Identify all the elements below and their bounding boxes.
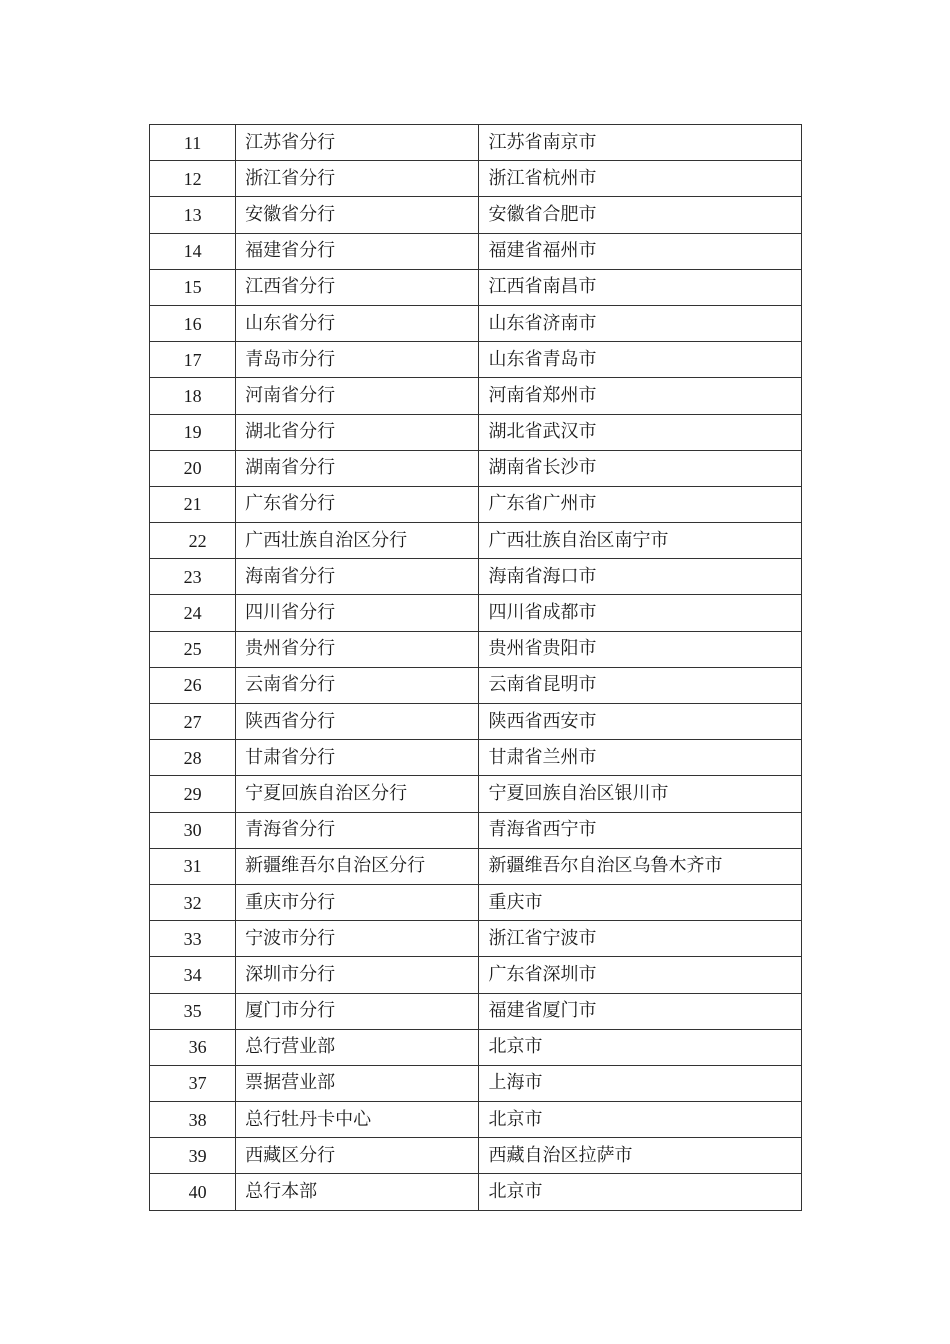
branch-location-cell: 广西壮族自治区南宁市 (479, 523, 802, 559)
branch-location-cell: 福建省厦门市 (479, 993, 802, 1029)
branch-location-cell: 北京市 (479, 1102, 802, 1138)
row-number-cell: 33 (150, 921, 236, 957)
row-number-cell: 39 (150, 1138, 236, 1174)
branch-location-table (149, 124, 802, 1211)
row-number-cell: 27 (150, 704, 236, 740)
table-row (150, 848, 802, 884)
branch-location-cell: 福建省福州市 (479, 233, 802, 269)
row-number-cell: 23 (150, 559, 236, 595)
table-row (150, 486, 802, 522)
table-row (150, 921, 802, 957)
branch-location-cell: 甘肃省兰州市 (479, 740, 802, 776)
row-number-cell: 20 (150, 450, 236, 486)
row-number-cell: 16 (150, 305, 236, 341)
branch-location-cell: 西藏自治区拉萨市 (479, 1138, 802, 1174)
branch-name-cell: 陕西省分行 (236, 704, 479, 740)
row-number-cell: 18 (150, 378, 236, 414)
branch-location-cell: 广东省广州市 (479, 486, 802, 522)
branch-name-cell: 总行营业部 (236, 1029, 479, 1065)
branch-name-cell: 江苏省分行 (236, 125, 479, 161)
row-number-cell: 32 (150, 884, 236, 920)
branch-location-cell: 青海省西宁市 (479, 812, 802, 848)
table-row (150, 450, 802, 486)
table-row (150, 523, 802, 559)
row-number-cell: 28 (150, 740, 236, 776)
branch-name-cell: 广东省分行 (236, 486, 479, 522)
table-row (150, 1138, 802, 1174)
table-row (150, 559, 802, 595)
row-number-cell: 38 (150, 1102, 236, 1138)
branch-name-cell: 重庆市分行 (236, 884, 479, 920)
branch-name-cell: 河南省分行 (236, 378, 479, 414)
table-row (150, 884, 802, 920)
row-number-cell: 25 (150, 631, 236, 667)
table-row (150, 414, 802, 450)
table-row (150, 776, 802, 812)
row-number-cell: 35 (150, 993, 236, 1029)
branch-location-cell: 河南省郑州市 (479, 378, 802, 414)
branch-location-cell: 四川省成都市 (479, 595, 802, 631)
row-number-cell: 29 (150, 776, 236, 812)
branch-location-cell: 江西省南昌市 (479, 269, 802, 305)
branch-name-cell: 湖北省分行 (236, 414, 479, 450)
table-row (150, 812, 802, 848)
row-number-cell: 11 (150, 125, 236, 161)
table-row (150, 704, 802, 740)
row-number-cell: 15 (150, 269, 236, 305)
branch-name-cell: 青海省分行 (236, 812, 479, 848)
branch-name-cell: 宁波市分行 (236, 921, 479, 957)
table-row (150, 378, 802, 414)
row-number-cell: 22 (150, 523, 236, 559)
branch-location-cell: 山东省济南市 (479, 305, 802, 341)
branch-name-cell: 票据营业部 (236, 1065, 479, 1101)
branch-location-cell: 湖南省长沙市 (479, 450, 802, 486)
branch-name-cell: 浙江省分行 (236, 161, 479, 197)
branch-location-cell: 云南省昆明市 (479, 667, 802, 703)
branch-name-cell: 山东省分行 (236, 305, 479, 341)
table-row (150, 667, 802, 703)
branch-location-cell: 浙江省宁波市 (479, 921, 802, 957)
row-number-cell: 40 (150, 1174, 236, 1210)
row-number-cell: 26 (150, 667, 236, 703)
branch-name-cell: 安徽省分行 (236, 197, 479, 233)
branch-name-cell: 海南省分行 (236, 559, 479, 595)
branch-name-cell: 新疆维吾尔自治区分行 (236, 848, 479, 884)
branch-name-cell: 江西省分行 (236, 269, 479, 305)
branch-name-cell: 甘肃省分行 (236, 740, 479, 776)
row-number-cell: 17 (150, 342, 236, 378)
branch-location-cell: 湖北省武汉市 (479, 414, 802, 450)
table-row (150, 161, 802, 197)
row-number-cell: 37 (150, 1065, 236, 1101)
row-number-cell: 34 (150, 957, 236, 993)
table-row (150, 1029, 802, 1065)
branch-name-cell: 福建省分行 (236, 233, 479, 269)
branch-location-cell: 广东省深圳市 (479, 957, 802, 993)
branch-name-cell: 总行牡丹卡中心 (236, 1102, 479, 1138)
branch-name-cell: 四川省分行 (236, 595, 479, 631)
table-row (150, 1174, 802, 1210)
table-body (150, 125, 802, 1211)
branch-name-cell: 西藏区分行 (236, 1138, 479, 1174)
branch-location-cell: 浙江省杭州市 (479, 161, 802, 197)
row-number-cell: 24 (150, 595, 236, 631)
branch-location-cell: 重庆市 (479, 884, 802, 920)
table-row (150, 740, 802, 776)
table-row (150, 957, 802, 993)
branch-name-cell: 湖南省分行 (236, 450, 479, 486)
branch-location-cell: 山东省青岛市 (479, 342, 802, 378)
table-row (150, 1065, 802, 1101)
table-row (150, 233, 802, 269)
row-number-cell: 12 (150, 161, 236, 197)
table-row (150, 1102, 802, 1138)
branch-location-cell: 上海市 (479, 1065, 802, 1101)
branch-name-cell: 广西壮族自治区分行 (236, 523, 479, 559)
branch-location-cell: 陕西省西安市 (479, 704, 802, 740)
table-row (150, 342, 802, 378)
row-number-cell: 14 (150, 233, 236, 269)
branch-name-cell: 深圳市分行 (236, 957, 479, 993)
table-row (150, 125, 802, 161)
branch-name-cell: 云南省分行 (236, 667, 479, 703)
row-number-cell: 21 (150, 486, 236, 522)
branch-location-cell: 北京市 (479, 1029, 802, 1065)
row-number-cell: 19 (150, 414, 236, 450)
branch-name-cell: 贵州省分行 (236, 631, 479, 667)
branch-location-cell: 北京市 (479, 1174, 802, 1210)
branch-location-cell: 宁夏回族自治区银川市 (479, 776, 802, 812)
branch-location-cell: 新疆维吾尔自治区乌鲁木齐市 (479, 848, 802, 884)
branch-name-cell: 厦门市分行 (236, 993, 479, 1029)
row-number-cell: 36 (150, 1029, 236, 1065)
row-number-cell: 31 (150, 848, 236, 884)
table-row (150, 269, 802, 305)
table-row (150, 197, 802, 233)
branch-name-cell: 宁夏回族自治区分行 (236, 776, 479, 812)
table-row (150, 993, 802, 1029)
branch-location-cell: 江苏省南京市 (479, 125, 802, 161)
branch-location-cell: 贵州省贵阳市 (479, 631, 802, 667)
branch-location-cell: 海南省海口市 (479, 559, 802, 595)
branch-name-cell: 青岛市分行 (236, 342, 479, 378)
table-row (150, 305, 802, 341)
row-number-cell: 30 (150, 812, 236, 848)
table-row (150, 595, 802, 631)
branch-name-cell: 总行本部 (236, 1174, 479, 1210)
row-number-cell: 13 (150, 197, 236, 233)
table-row (150, 631, 802, 667)
branch-location-cell: 安徽省合肥市 (479, 197, 802, 233)
